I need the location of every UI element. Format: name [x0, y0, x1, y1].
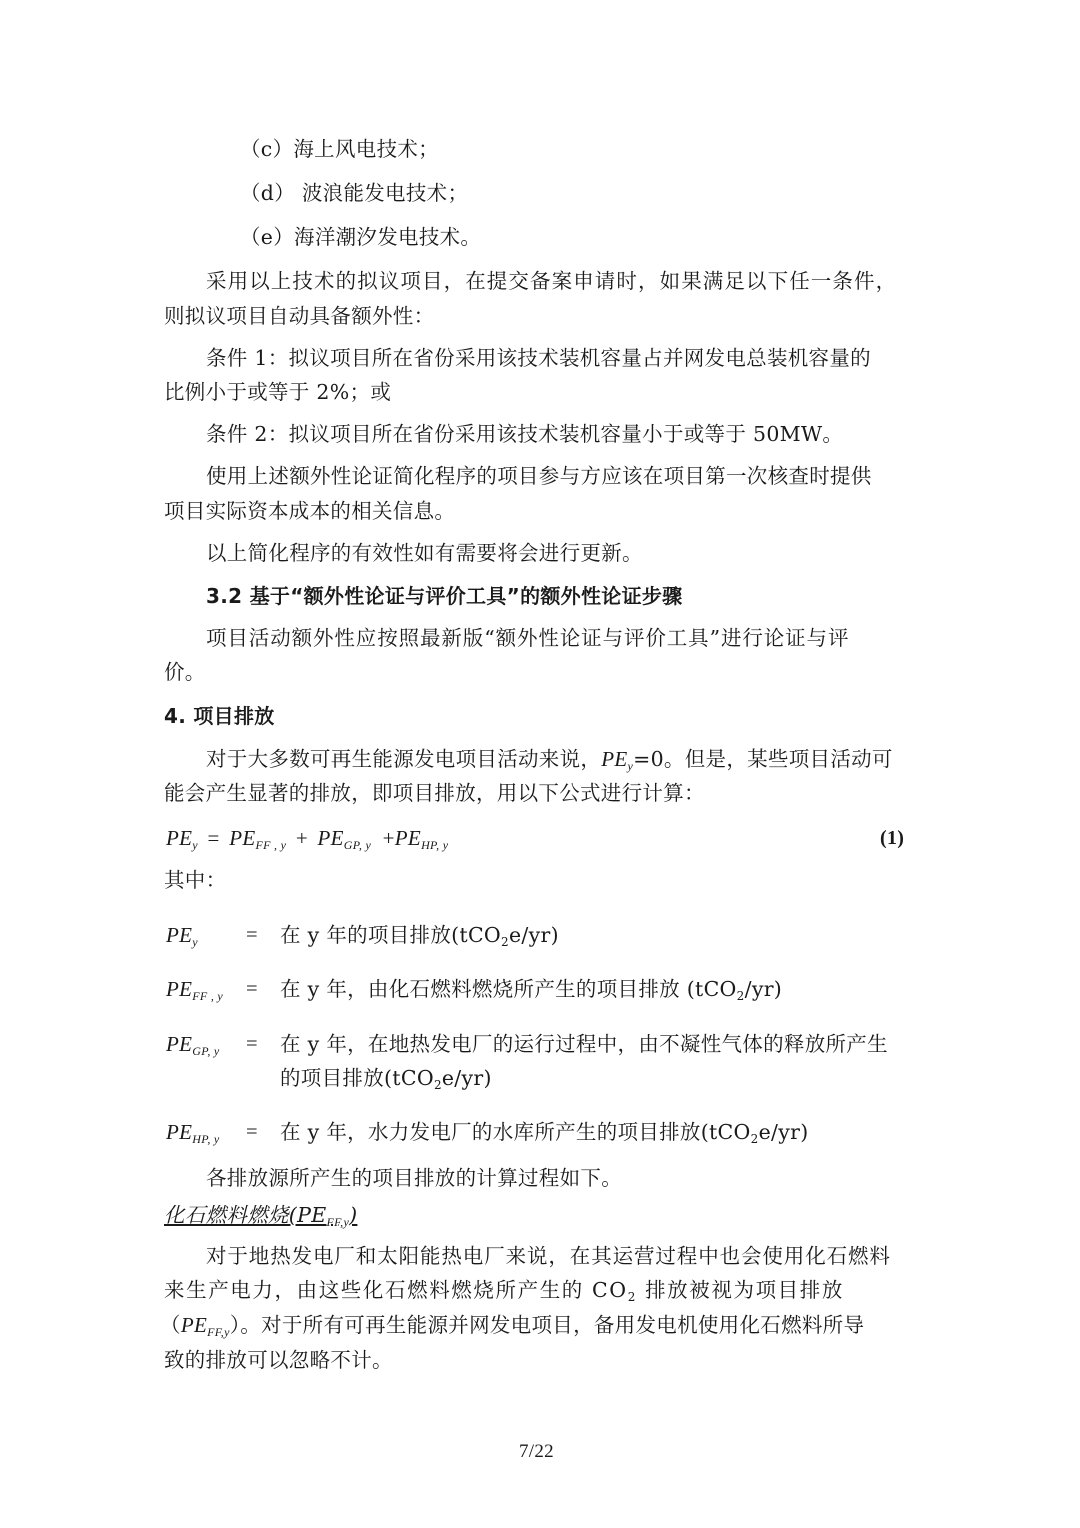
where-label: 其中： — [164, 868, 227, 892]
definition-symbol — [166, 977, 223, 1001]
subscript: 2 — [627, 1290, 637, 1304]
paragraph-line: 各排放源所产生的项目排放的计算过程如下。 — [206, 1166, 622, 1190]
text: 在 y 年，水力发电厂的水库所产生的项目排放(tCO — [280, 1120, 751, 1144]
text: 在 y 年，由化石燃料燃烧所产生的项目排放 (tCO — [280, 977, 737, 1001]
definition-symbol — [166, 1120, 220, 1144]
plus-sign: + — [295, 826, 308, 850]
definition-equals: = — [246, 978, 258, 1000]
text: 化石燃料燃烧(PE — [164, 1203, 327, 1227]
math-subscript: FF,y — [207, 1325, 230, 1339]
math-symbol: PE — [601, 747, 628, 771]
paragraph-line: 则拟议项目自动具备额外性： — [164, 304, 435, 328]
math-symbol: PE — [394, 826, 422, 850]
definition-text — [280, 923, 559, 947]
math-subscript: HP, y — [421, 838, 449, 852]
math-subscript: y — [192, 838, 198, 852]
subscript: 2 — [501, 935, 509, 949]
math-subscript: FF,y — [326, 1215, 350, 1229]
paragraph-line: 采用以上技术的拟议项目，在提交备案申请时，如果满足以下任一条件， — [206, 269, 898, 293]
text: e/yr) — [441, 1066, 492, 1090]
paragraph-line: 使用上述额外性论证简化程序的项目参与方应该在项目第一次核查时提供 — [206, 464, 872, 488]
text: e/yr) — [758, 1120, 809, 1144]
definition-symbol — [166, 1032, 220, 1056]
paragraph-line: 项目实际资本成本的相关信息。 — [164, 499, 456, 523]
text: （ — [160, 1313, 181, 1337]
paragraph-line — [206, 747, 893, 771]
text: e/yr) — [508, 923, 559, 947]
math-symbol: PE — [166, 826, 193, 850]
text: 在 y 年的项目排放(tCO — [280, 923, 502, 947]
math-symbol: PE — [166, 923, 193, 947]
equals-sign: = — [207, 826, 220, 850]
math-symbol: PE — [317, 826, 344, 850]
math-subscript: y — [627, 759, 634, 773]
subscript: 2 — [433, 1078, 442, 1092]
text: /yr) — [744, 977, 783, 1001]
text: ) — [349, 1203, 358, 1227]
list-item-c: （c）海上风电技术； — [240, 137, 439, 161]
plus-sign: + — [382, 826, 395, 850]
condition-1-line: 比例小于或等于 2%；或 — [164, 380, 392, 404]
list-item-d: （d） 波浪能发电技术； — [240, 181, 469, 205]
paragraph-line: 项目活动额外性应按照最新版“额外性论证与评价工具”进行论证与评 — [206, 626, 850, 650]
text: 排放被视为项目排放 — [636, 1278, 844, 1302]
equation — [166, 826, 448, 850]
paragraph-line — [164, 1278, 844, 1302]
definition-text — [280, 1066, 492, 1090]
definition-text — [280, 1120, 809, 1144]
definition-equals: = — [246, 1121, 258, 1143]
paragraph-line: 能会产生显著的排放，即项目排放，用以下公式进行计算： — [164, 781, 705, 805]
equation-number: (1) — [880, 827, 905, 849]
math-symbol: PE — [166, 977, 193, 1001]
section-heading-3-2: 3.2 基于“额外性论证与评价工具”的额外性论证步骤 — [206, 584, 683, 608]
section-heading-4: 4. 项目排放 — [164, 704, 275, 728]
math-symbol: PE — [229, 826, 256, 850]
paragraph-line — [160, 1313, 864, 1337]
subscript: 2 — [736, 989, 745, 1003]
definition-symbol — [166, 923, 198, 947]
math-subscript: FF , y — [255, 838, 287, 852]
text: 的项目排放(tCO — [280, 1066, 434, 1090]
math-subscript: FF , y — [192, 989, 224, 1003]
definition-equals: = — [246, 924, 258, 946]
definition-text: 在 y 年，在地热发电厂的运行过程中，由不凝性气体的释放所产生 — [280, 1032, 888, 1056]
text: 来生产电力，由这些化石燃料燃烧所产生的 CO — [164, 1278, 628, 1302]
paragraph-line: 致的排放可以忽略不计。 — [164, 1348, 393, 1372]
math-symbol: PE — [166, 1120, 193, 1144]
condition-2: 条件 2：拟议项目所在省份采用该技术装机容量小于或等于 50MW。 — [206, 422, 844, 446]
list-item-e: （e）海洋潮汐发电技术。 — [240, 225, 482, 249]
text: 对于大多数可再生能源发电项目活动来说， — [206, 747, 602, 771]
paragraph-line: 价。 — [164, 660, 206, 684]
math-subscript: y — [192, 935, 198, 949]
paragraph-line: 对于地热发电厂和太阳能热电厂来说，在其运营过程中也会使用化石燃料 — [206, 1244, 891, 1268]
condition-1-line: 条件 1：拟议项目所在省份采用该技术装机容量占并网发电总装机容量的 — [206, 346, 871, 370]
math-symbol: PE — [180, 1313, 208, 1337]
paragraph-line: 以上简化程序的有效性如有需要将会进行更新。 — [206, 541, 643, 565]
definition-text — [280, 977, 782, 1001]
math-subscript: GP, y — [192, 1044, 220, 1058]
page-number: 7/22 — [519, 1441, 554, 1462]
definition-equals: = — [246, 1033, 258, 1055]
subscript: 2 — [750, 1132, 759, 1146]
subsection-heading — [164, 1203, 357, 1227]
math-symbol: PE — [166, 1032, 193, 1056]
text: =0。但是，某些项目活动可 — [633, 747, 893, 771]
math-subscript: HP, y — [192, 1132, 220, 1146]
math-subscript: GP, y — [343, 838, 372, 852]
text: ）。对于所有可再生能源并网发电项目，备用发电机使用化石燃料所导 — [229, 1313, 865, 1337]
